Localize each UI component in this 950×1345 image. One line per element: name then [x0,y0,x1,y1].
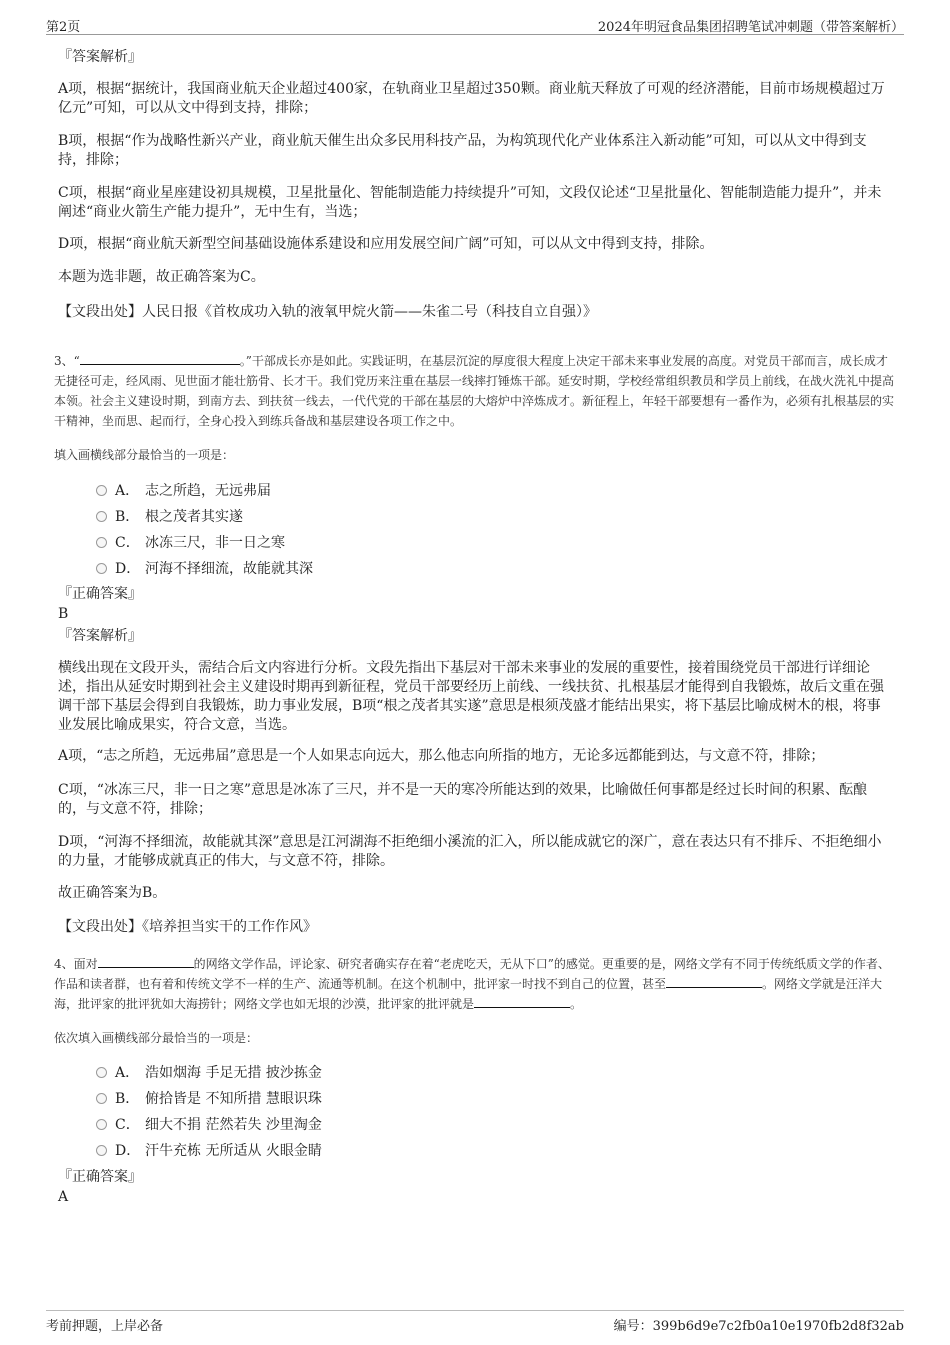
q3-answer-tag: 『正确答案』 [58,586,142,602]
q2-analysis-b: B项，根据“作为战略性新兴产业，商业航天催生出众多民用科技产品，为构筑现代化产业体系注入新动能”可知，可以从文中得到支持，排除； [58,133,867,168]
q2-analysis-tag: 『答案解析』 [58,49,142,65]
q3-option-b[interactable]: B． 根之茂者其实遂 [96,507,243,527]
radio-icon[interactable] [96,563,107,574]
q4-option-b[interactable]: B． 俯拾皆是 不知所措 慧眼识珠 [96,1089,322,1109]
radio-icon[interactable] [96,1093,107,1104]
q3-conclusion: 故正确答案为B。 [58,885,167,901]
q3-source: 【文段出处】《培养担当实干的工作作风》 [58,919,317,935]
q2-analysis-d: D项，根据“商业航天新型空间基础设施体系建设和应用发展空间广阔”可知，可以从文中得到支持，排除。 [58,236,714,252]
radio-icon[interactable] [96,1067,107,1078]
radio-icon[interactable] [96,511,107,522]
q3-option-d[interactable]: D． 河海不择细流，故能就其深 [96,559,313,579]
q3-lead: 3、“ [54,354,80,368]
document-title: 2024年明冠食品集团招聘笔试冲刺题（带答案解析） [597,20,904,35]
q4-fill-blank-1 [98,955,194,968]
page-header [46,14,904,35]
page-footer [46,1310,904,1333]
q2-source: 【文段出处】人民日报《首枚成功入轨的液氧甲烷火箭——朱雀二号（科技自立自强）》 [58,304,597,320]
q4-stem: 4、面对 的网络文学作品，评论家、研究者确实存在着“老虎吃天，无从下口”的感觉。更重要的是，网络文学有不同于传统纸质文学的作者、作品和读者群，也有着和传统文学不一样的生产、流通等机制。在这个机制中，批评家一时找不到自己的位置，甚至 。网络文学就是汪洋大海，批评家的批评犹如大海捞针；网络文学也如无垠的沙漠，批评家的批评就是 。 [54,957,890,1011]
q2-analysis-c: C项，根据“商业星座建设初具规模，卫星批量化、智能制造能力持续提升”可知，文段仅论述“卫星批量化、智能制造能力提升”，并未阐述“商业火箭生产能力提升”，无中生有，当选； [58,185,882,220]
page-number: 第2页 [46,20,81,35]
radio-icon[interactable] [96,1119,107,1130]
document-id: 编号：399b6d9e7c2fb0a10e1970fb2d8f32ab [613,1319,904,1334]
q4-answer-tag: 『正确答案』 [58,1169,142,1185]
q4-answer: A [58,1189,69,1205]
q3-stem [54,351,896,431]
q3-fill-blank [80,352,240,365]
q4-prompt: 依次填入画横线部分最恰当的一项是： [54,1031,259,1045]
radio-icon[interactable] [96,485,107,496]
q3-option-a[interactable]: A． 志之所趋，无远弗届 [96,481,271,501]
q3-analysis-c: C项，“冰冻三尺，非一日之寒”意思是冰冻了三尺，并不是一天的寒冷所能达到的效果，比喻做任何事都是经过长时间的积累、酝酿的，与文意不符，排除； [58,782,868,817]
q3-analysis: 横线出现在文段开头，需结合后文内容进行分析。文段先指出下基层对干部未来事业的发展的重要性，接着围绕党员干部进行详细论述，指出从延安时期到社会主义建设时期再到新征程，党员干部要经历上前线、一线扶贫、扎根基层才能得到自我锻炼，故后文重在强调干部下基层会得到自我锻炼，助力事业发展，B项“根之茂者其实遂”意思是根须茂盛才能结出果实，将下基层比喻成树木的根，将事业发展比喻成果实，符合文意，当选。 [58,660,884,733]
q2-conclusion: 本题为选非题，故正确答案为C。 [58,269,265,285]
q4-option-c[interactable]: C． 细大不捐 茫然若失 沙里淘金 [96,1115,322,1135]
q4-option-d[interactable]: D． 汗牛充栋 无所适从 火眼金睛 [96,1141,322,1161]
q3-option-c[interactable]: C． 冰冻三尺，非一日之寒 [96,533,285,553]
footer-slogan: 考前押题，上岸必备 [46,1319,164,1334]
q4-option-a[interactable]: A． 浩如烟海 手足无措 披沙拣金 [96,1063,322,1083]
q4-fill-blank-2 [666,975,762,988]
q3-analysis-d: D项，“河海不择细流，故能就其深”意思是江河湖海不拒绝细小溪流的汇入，所以能成就它的深广，意在表达只有不排斥、不拒绝细小的力量，才能够成就真正的伟大，与文意不符，排除。 [58,834,882,869]
q2-analysis-a: A项，根据“据统计，我国商业航天企业超过400家，在轨商业卫星超过350颗。商业航天释放了可观的经济潜能，目前市场规模超过万亿元”可知，可以从文中得到支持，排除； [58,81,885,116]
q4-fill-blank-3 [474,995,570,1008]
q3-passage: 。”干部成长亦是如此。实践证明，在基层沉淀的厚度很大程度上决定干部未来事业发展的高度。对党员干部而言，成长成才无捷径可走，经风雨、见世面才能壮筋骨、长才干。我们党历来注重在基层一线摔打锤炼干部。延安时期，学校经常组织教员和学员上前线，在战火洗礼中提高本领。社会主义建设时期，到南方去、到扶贫一线去，一代代党的干部在基层的大熔炉中淬炼成才。新征程上，年轻干部要想有一番作为，必须有扎根基层的实干精神，坐而思、起而行，全身心投入到练兵备战和基层建设各项工作之中。 [54,354,895,428]
q3-analysis-a: A项，“志之所趋，无远弗届”意思是一个人如果志向远大，那么他志向所指的地方，无论多远都能到达，与文意不符，排除； [58,748,825,764]
radio-icon[interactable] [96,1145,107,1156]
radio-icon[interactable] [96,537,107,548]
q3-answer: B [58,606,69,622]
q3-analysis-tag: 『答案解析』 [58,628,142,644]
q3-prompt: 填入画横线部分最恰当的一项是： [54,448,235,462]
